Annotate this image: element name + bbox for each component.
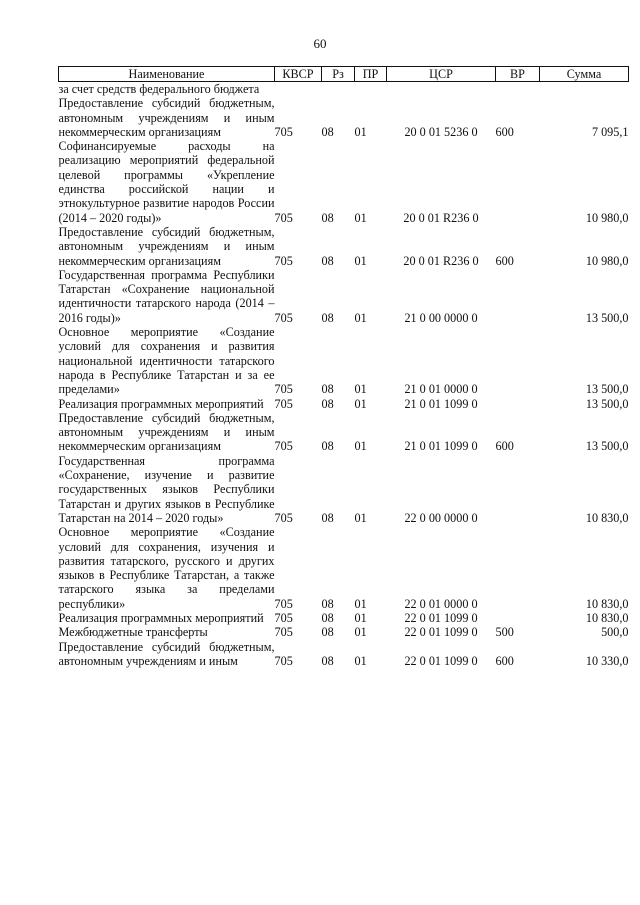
- table-row: [59, 397, 629, 411]
- cell-sum: 10 980,0: [585, 210, 629, 225]
- cell-kvsr: 705: [274, 253, 293, 268]
- cell-name: Реализация программных мероприятий: [58, 610, 264, 625]
- cell-kvsr: [275, 82, 322, 97]
- cell-pr: 01: [354, 210, 367, 225]
- cell-sum: 13 500,0: [585, 310, 629, 325]
- cell-csr: 22 0 01 1099 0: [404, 653, 478, 668]
- cell-csr: 22 0 00 0000 0: [404, 510, 478, 525]
- cell-name: Межбюджетные трансферты: [58, 625, 208, 640]
- table-header-row: [59, 67, 629, 82]
- table-row: [59, 82, 629, 97]
- cell-csr: 20 0 01 R236 0: [403, 210, 479, 225]
- cell-pr: 01: [354, 610, 367, 625]
- table-row: [59, 640, 629, 669]
- cell-name: Предоставление субсидий бюджетным, автономным учреждениям и иным некоммерческим организациям: [58, 96, 275, 139]
- cell-vr: [496, 268, 540, 325]
- cell-vr: 600: [495, 253, 514, 268]
- cell-pr: [355, 82, 387, 97]
- table-row: [59, 325, 629, 396]
- cell-kvsr: 705: [274, 625, 293, 640]
- cell-pr: 01: [354, 253, 367, 268]
- page-number: 60: [313, 36, 327, 51]
- cell-vr: [496, 397, 540, 411]
- cell-pr: 01: [354, 310, 367, 325]
- cell-vr: [496, 82, 540, 97]
- cell-csr: 22 0 01 0000 0: [404, 596, 478, 611]
- header-csr: ЦСР: [387, 67, 496, 82]
- cell-name: Основное мероприятие «Создание условий для сохранения и развития национальной идентичности татарского народа в Республике Татарстан и за ее пределами»: [58, 325, 275, 397]
- cell-kvsr: 705: [274, 382, 293, 397]
- cell-sum: 13 500,0: [585, 382, 629, 397]
- cell-kvsr: 705: [274, 596, 293, 611]
- cell-rz: [322, 82, 355, 97]
- cell-csr: 22 0 01 1099 0: [404, 610, 478, 625]
- cell-sum: 7 095,1: [591, 124, 629, 139]
- table-row: [59, 96, 629, 139]
- cell-vr: [496, 611, 540, 625]
- cell-kvsr: 705: [274, 124, 293, 139]
- cell-kvsr: 705: [274, 653, 293, 668]
- cell-vr: [496, 139, 540, 225]
- cell-rz: 08: [321, 310, 334, 325]
- cell-kvsr: 705: [274, 439, 293, 454]
- table-row: [59, 625, 629, 639]
- budget-table: [58, 66, 629, 668]
- cell-sum: 10 980,0: [585, 253, 629, 268]
- table-row: [59, 611, 629, 625]
- cell-pr: 01: [354, 510, 367, 525]
- header-rz: Рз: [322, 67, 355, 82]
- cell-csr: [387, 82, 496, 97]
- header-pr: ПР: [355, 67, 387, 82]
- cell-vr: [496, 454, 540, 525]
- header-vr: ВР: [496, 67, 540, 82]
- cell-name: Предоставление субсидий бюджетным, автономным учреждениям и иным: [58, 639, 275, 668]
- table-row: [59, 454, 629, 525]
- cell-sum: 10 830,0: [585, 596, 629, 611]
- cell-name: Основное мероприятие «Создание условий для сохранения, изучения и развития татарского, русского и других языков в Республике Татарстан, а также татарского языка за пределами республики»: [58, 525, 275, 611]
- cell-name: за счет средств федерального бюджета: [58, 82, 260, 96]
- cell-sum: 10 830,0: [585, 610, 629, 625]
- cell-sum: 13 500,0: [585, 439, 629, 454]
- cell-name: Государственная программа Республики Татарстан «Сохранение национальной идентичности татарского народа (2014 – 2016 годы)»: [58, 267, 275, 325]
- cell-pr: 01: [354, 124, 367, 139]
- cell-kvsr: 705: [274, 610, 293, 625]
- table-row: [59, 225, 629, 268]
- cell-vr: 600: [495, 124, 514, 139]
- cell-rz: 08: [321, 653, 334, 668]
- header-kvsr: КВСР: [275, 67, 322, 82]
- cell-csr: 22 0 01 1099 0: [404, 625, 478, 640]
- cell-pr: 01: [354, 653, 367, 668]
- cell-vr: 500: [495, 625, 514, 640]
- cell-pr: 01: [354, 439, 367, 454]
- cell-rz: 08: [321, 439, 334, 454]
- cell-csr: 21 0 01 1099 0: [404, 439, 478, 454]
- cell-kvsr: 705: [274, 396, 293, 411]
- cell-csr: 21 0 01 1099 0: [404, 396, 478, 411]
- table-body: [59, 82, 629, 669]
- cell-rz: 08: [321, 610, 334, 625]
- cell-sum: 10 830,0: [585, 510, 629, 525]
- cell-csr: 21 0 00 0000 0: [404, 310, 478, 325]
- cell-kvsr: 705: [274, 210, 293, 225]
- cell-name: Предоставление субсидий бюджетным, автономным учреждениям и иным некоммерческим организациям: [58, 410, 275, 454]
- cell-csr: 20 0 01 R236 0: [403, 253, 479, 268]
- cell-pr: 01: [354, 596, 367, 611]
- cell-pr: 01: [354, 382, 367, 397]
- cell-name: Предоставление субсидий бюджетным, автономным учреждениям и иным некоммерческим организациям: [58, 224, 275, 268]
- cell-rz: 08: [321, 625, 334, 640]
- table-row: [59, 268, 629, 325]
- cell-vr: 600: [495, 653, 514, 668]
- cell-rz: 08: [321, 253, 334, 268]
- cell-kvsr: 705: [274, 510, 293, 525]
- table-row: [59, 525, 629, 611]
- cell-sum: 10 330,0: [585, 653, 629, 668]
- table-row: [59, 139, 629, 225]
- cell-sum: 500,0: [601, 625, 629, 640]
- cell-vr: [496, 525, 540, 611]
- cell-name: Государственная программа «Сохранение, изучение и развитие государственных языков Республики Татарстан и других языков в Республике Татарстан на 2014 – 2020 годы»: [58, 453, 275, 525]
- cell-kvsr: 705: [274, 310, 293, 325]
- table-row: [59, 411, 629, 454]
- cell-rz: 08: [321, 124, 334, 139]
- cell-rz: 08: [321, 396, 334, 411]
- cell-rz: 08: [321, 510, 334, 525]
- cell-sum: [540, 82, 629, 97]
- cell-rz: 08: [321, 596, 334, 611]
- cell-pr: 01: [354, 625, 367, 640]
- header-sum: Сумма: [540, 67, 629, 82]
- cell-rz: 08: [321, 382, 334, 397]
- cell-rz: 08: [321, 210, 334, 225]
- cell-vr: 600: [495, 439, 514, 454]
- cell-csr: 20 0 01 5236 0: [404, 124, 478, 139]
- cell-vr: [496, 325, 540, 396]
- cell-pr: 01: [354, 396, 367, 411]
- header-name: Наименование: [59, 67, 275, 82]
- cell-name: Софинансируемые расходы на реализацию мероприятий федеральной целевой программы «Укрепление единства российской нации и этнокультурное развитие народов России (2014 – 2020 годы)»: [58, 139, 275, 225]
- cell-sum: 13 500,0: [585, 396, 629, 411]
- cell-name: Реализация программных мероприятий: [58, 396, 264, 411]
- cell-csr: 21 0 01 0000 0: [404, 382, 478, 397]
